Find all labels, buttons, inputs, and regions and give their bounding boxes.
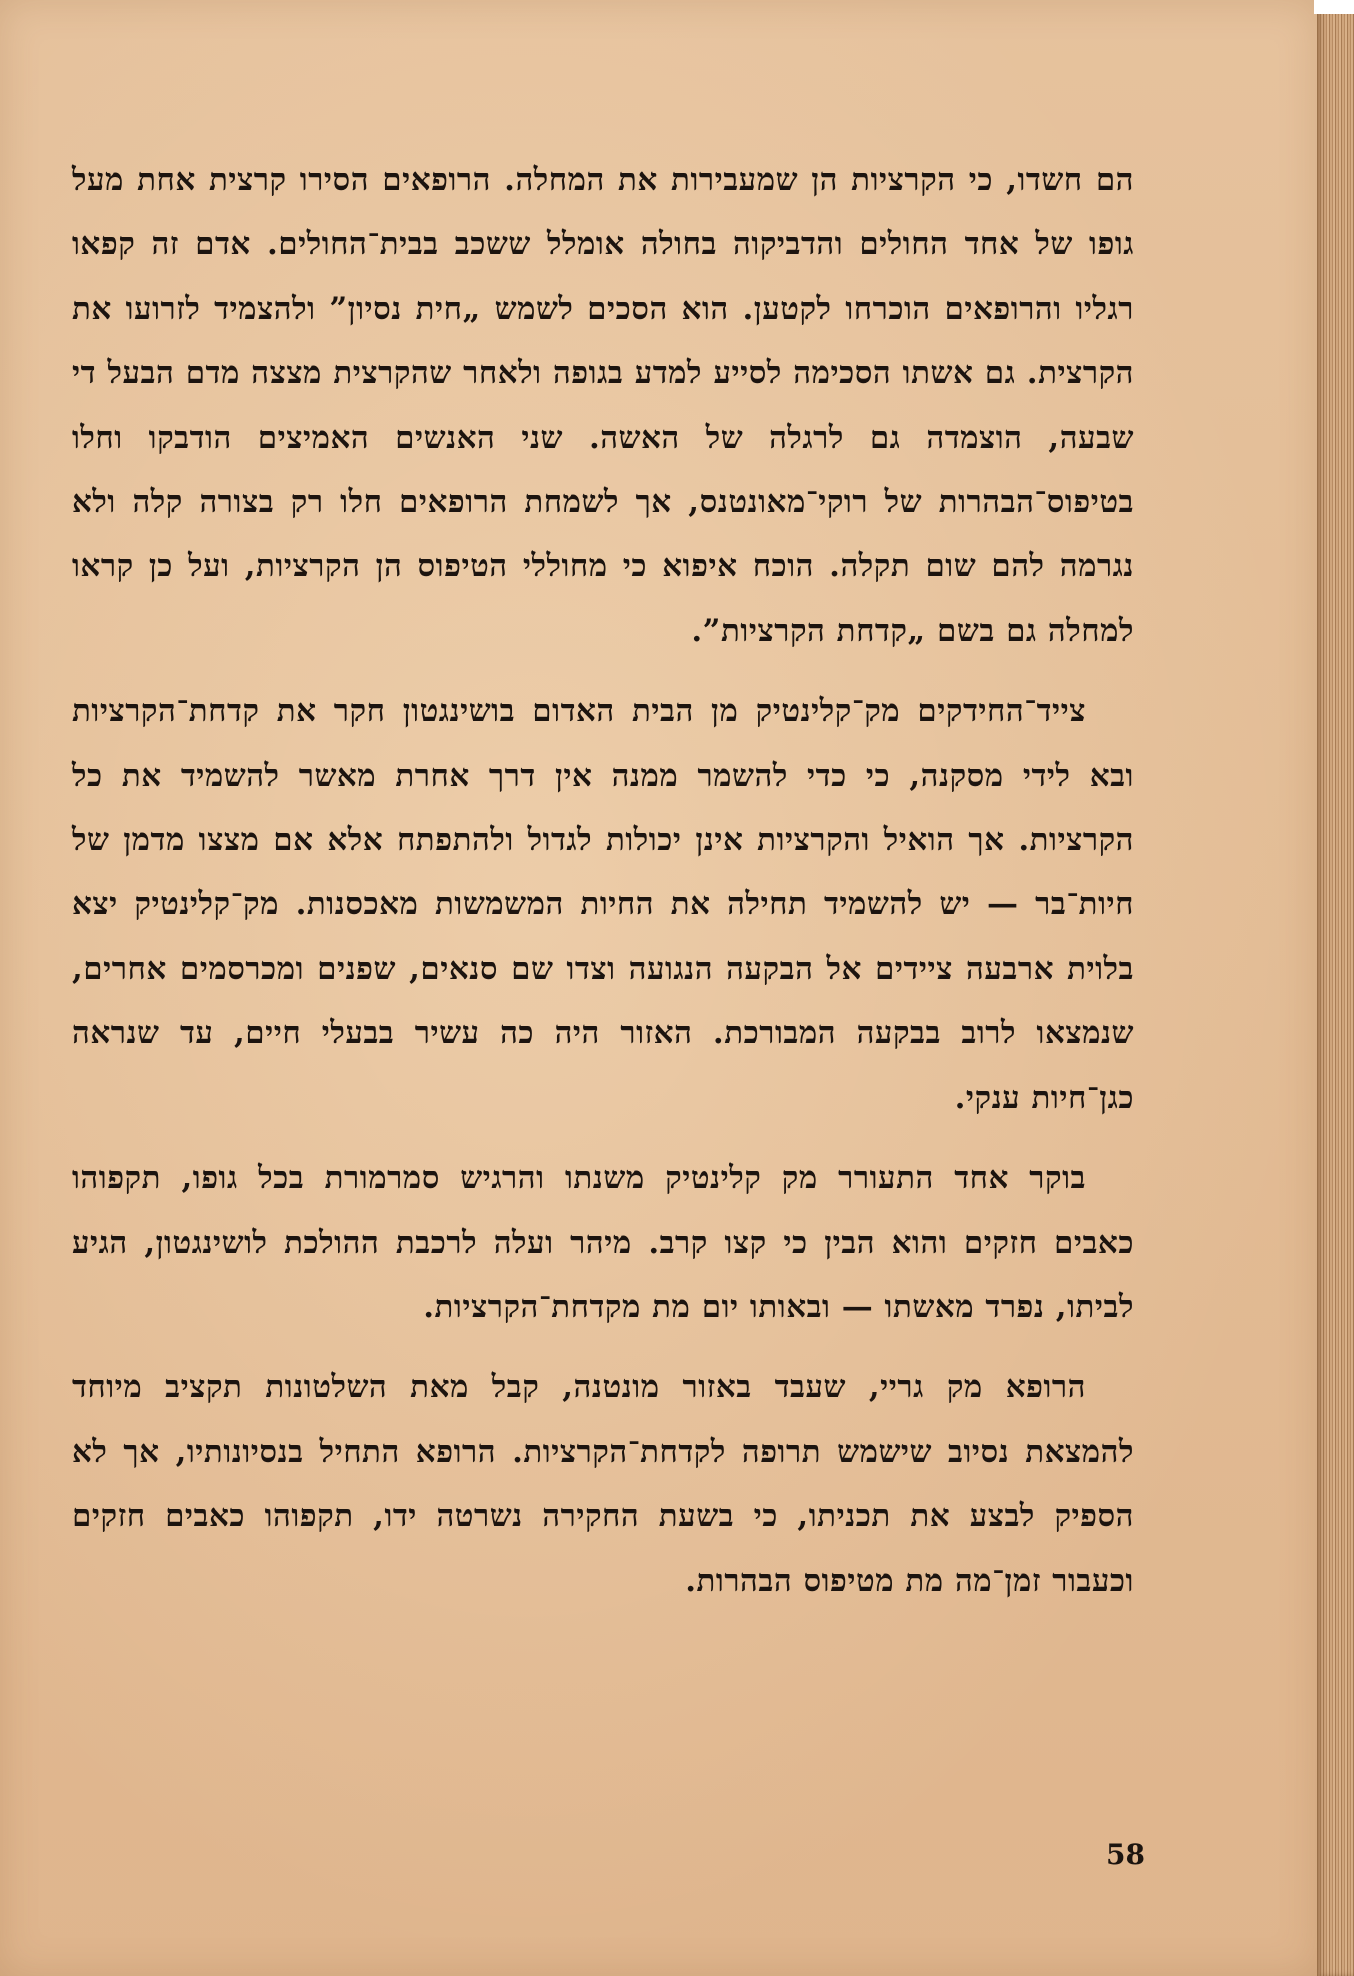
paragraph: צייד־החידקים מק־קלינטיק מן הבית האדום בושינגטון חקר את קדחת־הקרציות ובא לידי מסקנה, כי כדי להשמר ממנה אין דרך אחרת מאשר להשמיד את כל הקרציות. אך הואיל והקרציות אינן יכולות לגדול ולהתפתח אלא אם מצצו מדמן של חיות־בר — יש להשמיד תחילה את החיות המשמשות מאכסנות. מק־קלינטיק יצא בלוית ארבעה ציידים אל הבקעה הנגועה וצדו שם סנאים, שפנים ומכרסמים אחרים, שנמצאו לרוב בבקעה המבורכת. האזור היה כה עשיר בבעלי חיים, עד שנראה כגן־חיות ענקי. [72, 693, 1134, 1116]
background-gap [1314, 0, 1354, 14]
body-text [72, 148, 1134, 1629]
page-number: 58 [1106, 1838, 1145, 1871]
paragraph: בוקר אחד התעורר מק קלינטיק משנתו והרגיש סמרמורת בכל גופו, תקפוהו כאבים חזקים והוא הבין כי קצו קרב. מיהר ועלה לרכבת ההולכת לושינגטון, הגיע לביתו, נפרד מאשתו — ובאותו יום מת מקדחת־הקרציות. [72, 1160, 1134, 1325]
paragraph: הם חשדו, כי הקרציות הן שמעבירות את המחלה. הרופאים הסירו קרצית אחת מעל גופו של אחד החולים והדביקוה בחולה אומלל ששכב בבית־החולים. אדם זה קפאו רגליו והרופאים הוכרחו לקטען. הוא הסכים לשמש „חית נסיון” ולהצמיד לזרועו את הקרצית. גם אשתו הסכימה לסייע למדע בגופה ולאחר שהקרצית מצצה מדם הבעל די שבעה, הוצמדה גם לרגלה של האשה. שני האנשים האמיצים הודבקו וחלו בטיפוס־הבהרות של רוקי־מאונטנס, אך לשמחת הרופאים חלו רק בצורה קלה ולא נגרמה להם שום תקלה. הוכח איפוא כי מחוללי הטיפוס הן הקרציות, ועל כן קראו למחלה גם בשם „קדחת הקרציות”. [72, 162, 1134, 649]
paragraph: הרופא מק גריי, שעבד באזור מונטנה, קבל מאת השלטונות תקציב מיוחד להמצאת נסיוב שישמש תרופה לקדחת־הקרציות. הרופא התחיל בנסיונותיו, אך לא הספיק לבצע את תכניתו, כי בשעת החקירה נשרטה ידו, תקפוהו כאבים חזקים וכעבור זמן־מה מת מטיפוס הבהרות. [72, 1369, 1134, 1599]
book-page-edges [1317, 10, 1354, 1976]
